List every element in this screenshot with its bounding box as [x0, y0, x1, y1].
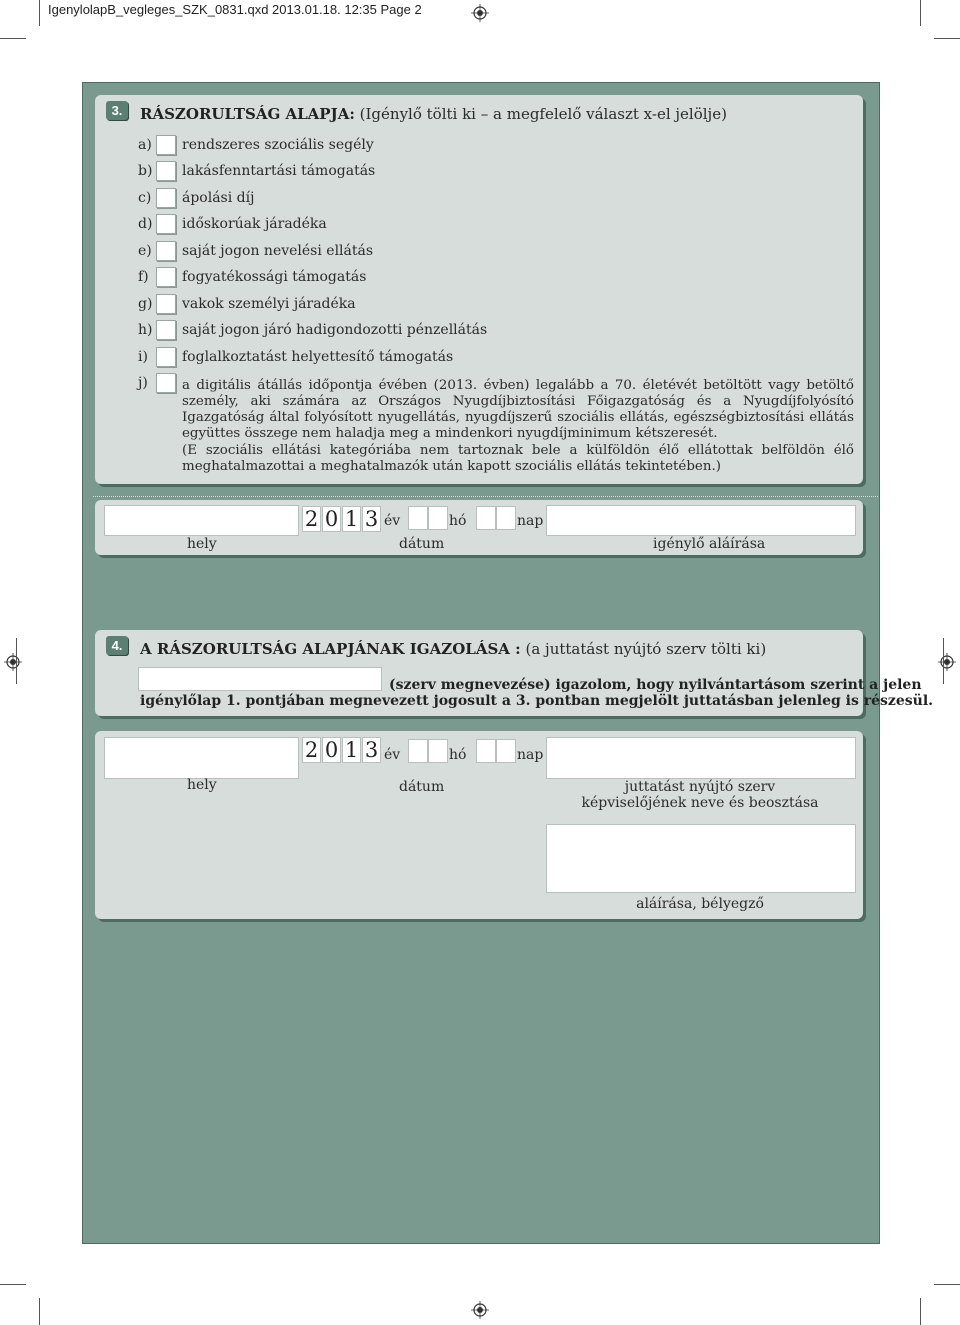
- crop-mark: [0, 1284, 26, 1285]
- section3-note: (E szociális ellátási kategóriába nem tartoznak bele a külföldön élő ellátottak belföldön élő meghatalmazottai a meghatalmazók után kapott szociális ellátás tekintetében.): [182, 443, 854, 474]
- place-field-1[interactable]: [104, 505, 299, 536]
- signature-label: igénylő aláírása: [653, 536, 766, 552]
- day-digit-2[interactable]: [496, 739, 516, 763]
- section4-title: A RÁSZORULTSÁG ALAPJÁNAK IGAZOLÁSA : (a juttatást nyújtó szerv tölti ki): [140, 640, 767, 658]
- hely-label: hely: [187, 777, 217, 793]
- datum-label: dátum: [399, 536, 445, 552]
- checkbox-e[interactable]: [156, 241, 176, 261]
- year-digit: 3: [362, 506, 381, 532]
- checkbox-d[interactable]: [156, 214, 176, 234]
- year-digit: 0: [322, 737, 341, 763]
- crop-mark: [0, 38, 26, 39]
- year-digit: 1: [342, 737, 361, 763]
- year-digit: 0: [322, 506, 341, 532]
- month-digit-1[interactable]: [408, 739, 428, 763]
- checkbox-j[interactable]: [156, 373, 176, 393]
- checkbox-i[interactable]: [156, 347, 176, 367]
- stamp-label: aláírása, bélyegző: [636, 896, 764, 912]
- crop-mark: [934, 38, 960, 39]
- month-digit-2[interactable]: [428, 506, 448, 530]
- datum-label: dátum: [399, 779, 445, 795]
- month-digit-1[interactable]: [408, 506, 428, 530]
- ev-label: év: [384, 747, 401, 763]
- checkbox-b[interactable]: [156, 161, 176, 181]
- year-digit: 2: [302, 506, 321, 532]
- crop-mark: [934, 1284, 960, 1285]
- registration-mark-icon: [471, 1301, 489, 1319]
- ev-label: év: [384, 513, 401, 529]
- crop-mark: [16, 638, 17, 684]
- statement-line1: (szerv megnevezése) igazolom, hogy nyilvántartásom szerint a jelen: [389, 677, 922, 693]
- section3-number: 3.: [106, 101, 128, 120]
- month-digit-2[interactable]: [428, 739, 448, 763]
- day-digit-1[interactable]: [476, 739, 496, 763]
- registration-mark-icon: [938, 653, 956, 671]
- signature-field-1[interactable]: [546, 505, 856, 536]
- stamp-field[interactable]: [546, 824, 856, 893]
- crop-mark: [920, 1298, 921, 1325]
- year-digit: 2: [302, 737, 321, 763]
- hely-label: hely: [187, 536, 217, 552]
- checkbox-a[interactable]: [156, 135, 176, 155]
- checkbox-g[interactable]: [156, 294, 176, 314]
- crop-mark: [943, 638, 944, 684]
- option-j-text: a digitális átállás időpontja évében (2013. évben) legalább a 70. életévét betöltött vagy betöltő személy, aki számára az Országos Nyugdíjbiztosítási Főigazgatóság és a Nyugdíjfolyósító Igazgatóság által folyósított nyugellátás, nyugdíjszerű szociális ellátás, egészségbiztosítási ellátás együttes összege nem haladja meg a mindenkori nyugdíjminimum kétszeresét.: [182, 378, 854, 441]
- organization-name-field[interactable]: [138, 667, 382, 691]
- year-digit: 3: [362, 737, 381, 763]
- day-digit-2[interactable]: [496, 506, 516, 530]
- option-j: j): [138, 373, 858, 395]
- ho-label: hó: [449, 747, 467, 763]
- divider: [93, 496, 878, 497]
- day-digit-1[interactable]: [476, 506, 496, 530]
- registration-mark-icon: [471, 4, 489, 22]
- year-digit: 1: [342, 506, 361, 532]
- crop-mark: [920, 0, 921, 26]
- representative-label: juttatást nyújtó szerv képviselőjének neve és beosztása: [581, 779, 819, 811]
- checkbox-h[interactable]: [156, 320, 176, 340]
- place-field-2[interactable]: [104, 737, 299, 779]
- ho-label: hó: [449, 513, 467, 529]
- print-header: IgenylolapB_vegleges_SZK_0831.qxd 2013.01.18. 12:35 Page 2: [48, 2, 422, 17]
- registration-mark-icon: [4, 653, 22, 671]
- statement-line2: igénylőlap 1. pontjában megnevezett jogosult a 3. pontban megjelölt juttatásban jelenleg is részesül.: [140, 693, 934, 709]
- crop-mark: [39, 0, 40, 26]
- checkbox-f[interactable]: [156, 267, 176, 287]
- section3-title: RÁSZORULTSÁG ALAPJA: (Igénylő tölti ki – a megfelelő választ x-el jelölje): [140, 105, 727, 123]
- nap-label: nap: [517, 747, 544, 763]
- crop-mark: [39, 1298, 40, 1325]
- representative-field[interactable]: [546, 737, 856, 779]
- checkbox-c[interactable]: [156, 188, 176, 208]
- section4-number: 4.: [106, 636, 128, 655]
- nap-label: nap: [517, 513, 544, 529]
